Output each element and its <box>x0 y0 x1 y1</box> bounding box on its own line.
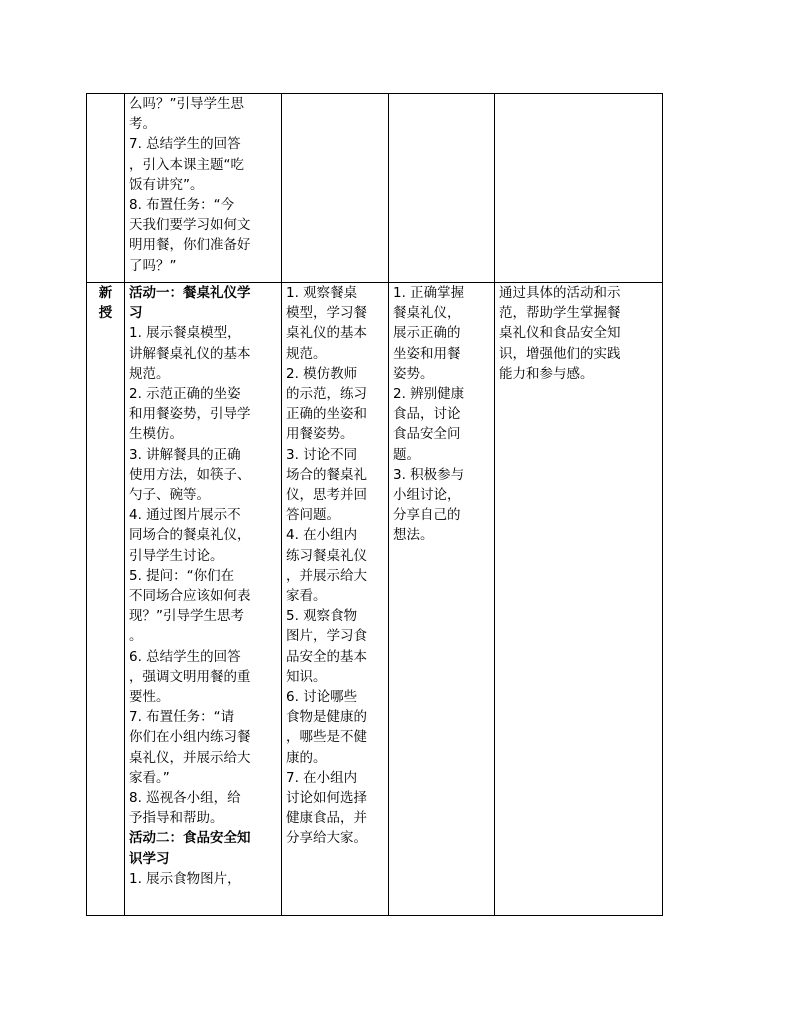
text-line: 的示范，练习 <box>286 386 367 403</box>
text-line: 姿势。 <box>393 365 434 382</box>
text-line: 要性。 <box>129 689 170 706</box>
text-line: 明用餐，你们准备好 <box>129 237 251 254</box>
lesson-plan-table <box>86 93 663 916</box>
text-line: 生模仿。 <box>129 426 183 443</box>
text-line: 活动二：食品安全知 <box>129 830 251 847</box>
text-line: 场合的餐桌礼 <box>286 466 367 483</box>
teacher-activity-cell <box>125 283 282 916</box>
text-line: 知识。 <box>286 668 327 685</box>
text-line: 小组讨论， <box>393 487 461 504</box>
table-row <box>87 94 663 283</box>
text-line: 1. 展示食物图片， <box>129 870 241 887</box>
text-line: 8. 巡视各小组，给 <box>129 790 241 807</box>
text-line: 予指导和帮助。 <box>129 810 224 827</box>
text-line: 桌礼仪和食品安全知 <box>499 325 621 342</box>
text-line: 勺子、碗等。 <box>129 487 210 504</box>
text-line: 能力和参与感。 <box>499 365 594 382</box>
text-line: 考。 <box>129 116 156 133</box>
text-line: ，引入本课主题“吃 <box>129 156 244 173</box>
goal-cell <box>389 94 495 283</box>
text-line: 3. 讨论不同 <box>286 446 358 463</box>
text-line: 7. 总结学生的回答 <box>129 136 241 153</box>
text-line: 了吗？” <box>129 257 177 274</box>
text-line: 坐姿和用餐 <box>393 345 461 362</box>
text-line: 食物是健康的 <box>286 709 367 726</box>
text-line: 6. 讨论哪些 <box>286 689 358 706</box>
text-line: 分享给大家。 <box>286 830 367 847</box>
text-line: 规范。 <box>286 345 327 362</box>
text-line: 识，增强他们的实践 <box>499 345 621 362</box>
text-line: 通过具体的活动和示 <box>499 285 621 301</box>
text-line: 想法。 <box>393 527 434 544</box>
text-line: 家看。” <box>129 769 170 786</box>
design-intent-cell <box>495 283 663 916</box>
text-line: 识学习 <box>129 850 170 867</box>
text-line: 讨论如何选择 <box>286 790 367 807</box>
text-line: 3. 积极参与 <box>393 466 465 483</box>
text-line: 8. 布置任务：“今 <box>129 197 235 214</box>
text-line: 桌礼仪，并展示给大 <box>129 749 251 766</box>
text-line: 健康食品，并 <box>286 810 367 827</box>
text-line: 题。 <box>393 446 420 463</box>
text-line: 饭有讲究”。 <box>129 176 204 193</box>
text-line: 讲解餐桌礼仪的基本 <box>129 345 251 362</box>
text-line: 食品，讨论 <box>393 406 461 423</box>
text-line: 不同场合应该如何表 <box>129 588 251 605</box>
text-line: 习 <box>129 305 143 322</box>
text-line: 使用方法，如筷子、 <box>129 466 251 483</box>
design-intent-cell <box>495 94 663 283</box>
text-line: 和用餐姿势，引导学 <box>129 406 251 423</box>
text-line: 5. 观察食物 <box>286 608 358 625</box>
teacher-activity-cell <box>125 94 282 283</box>
stage-cell <box>87 94 125 283</box>
text-line: 2. 辨别健康 <box>393 386 465 403</box>
text-line: 家看。 <box>286 588 327 605</box>
student-activity-cell <box>282 94 389 283</box>
stage-label-char: 新 <box>98 285 113 301</box>
goal-cell <box>389 283 495 916</box>
text-line: 正确的坐姿和 <box>286 406 367 423</box>
text-line: 2. 模仿教师 <box>286 365 358 382</box>
text-line: 现？”引导学生思考 <box>129 608 244 625</box>
text-line: 展示正确的 <box>393 325 461 342</box>
text-line: 6. 总结学生的回答 <box>129 648 241 665</box>
text-line: ，并展示给大 <box>286 567 367 584</box>
text-line: 餐桌礼仪， <box>393 305 461 322</box>
text-line: 7. 布置任务：“请 <box>129 709 235 726</box>
text-line: 用餐姿势。 <box>286 426 354 443</box>
text-line: 品安全的基本 <box>286 648 367 665</box>
text-line: 范，帮助学生掌握餐 <box>499 305 621 322</box>
table-row <box>87 283 663 916</box>
text-line: ，强调文明用餐的重 <box>129 668 251 685</box>
stage-label-char: 授 <box>98 305 113 321</box>
text-line: 2. 示范正确的坐姿 <box>129 386 241 403</box>
text-line: 7. 在小组内 <box>286 769 358 786</box>
text-line: 康的。 <box>286 749 327 766</box>
text-line: 桌礼仪的基本 <box>286 325 367 342</box>
text-line: 活动一：餐桌礼仪学 <box>129 285 251 301</box>
stage-cell <box>87 283 125 916</box>
text-line: 模型，学习餐 <box>286 305 367 322</box>
text-line: 5. 提问：“你们在 <box>129 567 235 584</box>
text-line: 同场合的餐桌礼仪， <box>129 527 251 544</box>
text-line: 1. 展示餐桌模型， <box>129 325 241 342</box>
text-line: ，哪些是不健 <box>286 729 367 746</box>
text-line: 么吗？”引导学生思 <box>129 96 244 112</box>
text-line: 规范。 <box>129 365 170 382</box>
text-line: 。 <box>129 628 143 645</box>
text-line: 4. 通过图片展示不 <box>129 507 241 524</box>
text-line: 天我们要学习如何文 <box>129 217 251 234</box>
text-line: 1. 正确掌握 <box>393 285 465 301</box>
student-activity-cell <box>282 283 389 916</box>
text-line: 食品安全问 <box>393 426 461 443</box>
text-line: 仪，思考并回 <box>286 487 367 504</box>
text-line: 图片，学习食 <box>286 628 367 645</box>
text-line: 练习餐桌礼仪 <box>286 547 367 564</box>
text-line: 引导学生讨论。 <box>129 547 224 564</box>
text-line: 3. 讲解餐具的正确 <box>129 446 241 463</box>
text-line: 4. 在小组内 <box>286 527 358 544</box>
text-line: 你们在小组内练习餐 <box>129 729 251 746</box>
text-line: 1. 观察餐桌 <box>286 285 358 301</box>
text-line: 分享自己的 <box>393 507 461 524</box>
text-line: 答问题。 <box>286 507 340 524</box>
